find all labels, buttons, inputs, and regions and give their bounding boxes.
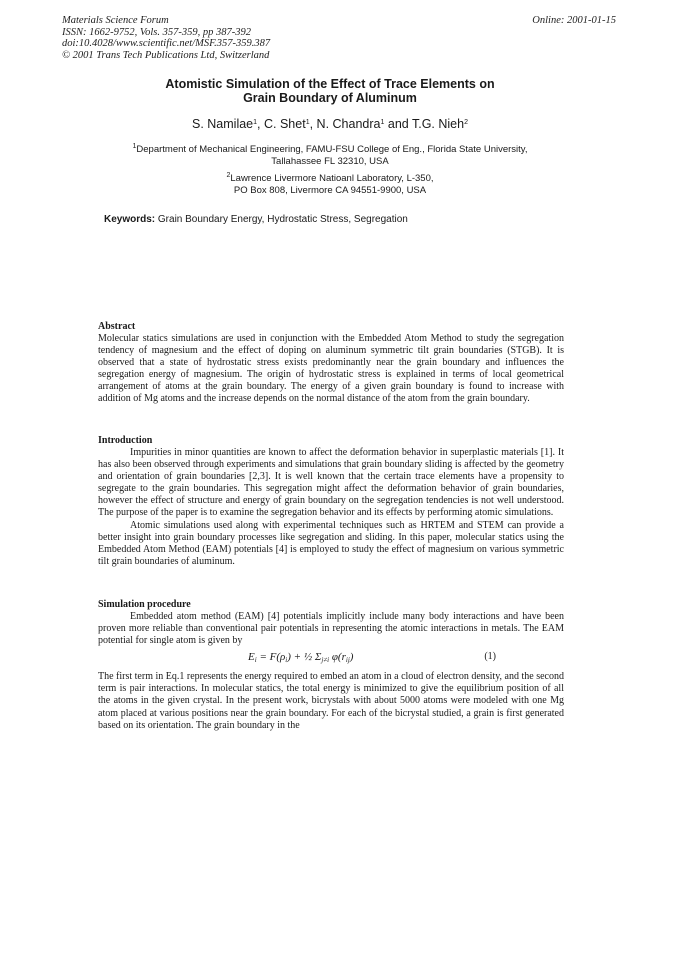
keywords-label: Keywords: — [104, 214, 156, 225]
author-list — [80, 117, 580, 131]
paragraph: Impurities in minor quantities are known to affect the deformation behavior in superplastic materials [1]. It has also been observed through experiments and simulations that grain boundary sliding is affected by the geometry and orientation of grain boundaries [2,3]. It is well known that the certain trace elements have a propensity to segregate to the grain boundaries. This segregation might affect the deformation behavior of grain boundaries, however the effect of structure and energy of grain boundary on the segregation tendencies is not well understood. The purpose of the paper is to examine the segregation behavior and its effects by performing atomic simulations. — [98, 447, 564, 519]
paragraph: The first term in Eq.1 represents the energy required to embed an atom in a cloud of electron density, and the second term is pair interactions. In molecular statics, the total energy is minimized to give the equilibrium position of all the atoms in the given crystal. In the present work, bicrystals with about 5000 atoms were modeled with one Mg atom placed at various positions near the grain boundary. For each of the bicrystal studied, a grain is first generated based on its orientation. The grain boundary in the — [98, 671, 564, 731]
abstract-section — [98, 321, 564, 406]
author-separator: , — [257, 117, 264, 131]
doi-line: doi:10.4028/www.scientific.net/MSF.357-359.387 — [62, 38, 271, 49]
affiliation-text: Lawrence Livermore Natioanl Laboratory, L-350, — [230, 173, 434, 184]
abstract-text: Molecular statics simulations are used in conjunction with the Embedded Atom Method to study the segregation tendency of magnesium and the effect of doping on aluminum symmetric tilt grain boundaries (STGB). It is observed that a state of hydrostatic stress exists predominantly near the grain boundary and influences the segregation energy of magnesium. The origin of hydrostatic stress is explained in terms of local geometrical arrangement of atoms at the grain boundary. The energy of a given grain boundary is found to increase with addition of Mg atoms and the increase depends on the normal distance of the atom from the grain boundary. — [98, 333, 564, 405]
author-name: C. Shet — [264, 117, 306, 131]
author-name: S. Namilae — [192, 117, 254, 131]
author-separator: , — [309, 117, 317, 131]
eam-equation: $E_i = F(\rho_i)$ + ½ $\Sigma_{j\ne i}$ $\varphi(r_{ij})$ — [248, 651, 354, 665]
equation-number: (1) — [484, 651, 496, 663]
affiliation-marker: 1 — [380, 119, 385, 126]
author-name: T.G. Nieh — [411, 117, 465, 131]
journal-name: Materials Science Forum — [62, 15, 169, 26]
affiliation-text: Department of Mechanical Engineering, FAMU-FSU College of Eng., Florida State University, — [136, 144, 528, 155]
simulation-section — [98, 599, 564, 732]
online-date: Online: 2001-01-15 — [532, 15, 616, 26]
copyright-line: © 2001 Trans Tech Publications Ltd, Switzerland — [62, 49, 270, 61]
equation-row — [98, 647, 564, 671]
affiliation-2 — [130, 170, 530, 196]
keywords — [104, 214, 408, 225]
affiliation-marker: 1 — [132, 143, 137, 150]
affiliation-1 — [100, 141, 560, 167]
affiliation-marker: 2 — [464, 119, 468, 126]
paragraph: Embedded atom method (EAM) [4] potentials implicitly include many body interactions and have been proven more reliable than conventional pair potentials in representing the atomic interactions in metals. The EAM potential for single atom is given by — [98, 611, 564, 647]
section-heading: Simulation procedure — [98, 599, 191, 610]
affiliation-text: PO Box 808, Livermore CA 94551-9900, USA — [233, 184, 427, 196]
author-name: N. Chandra — [316, 117, 381, 131]
affiliation-marker: 1 — [253, 119, 258, 126]
issn-line: ISSN: 1662-9752, Vols. 357-359, pp 387-392 — [62, 26, 251, 38]
keywords-text: Grain Boundary Energy, Hydrostatic Stress, Segregation — [155, 214, 408, 225]
affiliation-text: Tallahassee FL 32310, USA — [271, 155, 389, 167]
introduction-section — [98, 435, 564, 568]
affiliation-marker: 1 — [305, 119, 310, 126]
paper-title — [80, 77, 580, 105]
section-heading: Abstract — [98, 321, 136, 332]
author-separator: and — [384, 117, 412, 131]
paragraph: Atomic simulations used along with experimental techniques such as HRTEM and STEM can provide a better insight into grain boundary processes like segregation and sliding. In this paper, molecular statics using the Embedded Atom Method (EAM) potentials [4] is employed to study the effect of magnesium on various symmetric tilt grain boundaries of aluminum. — [98, 519, 564, 567]
running-header — [62, 15, 270, 61]
title-line-1: Atomistic Simulation of the Effect of Trace Elements on — [165, 77, 495, 91]
affiliation-marker: 2 — [226, 172, 231, 179]
section-heading: Introduction — [98, 435, 153, 446]
title-line-2: Grain Boundary of Aluminum — [243, 91, 417, 105]
